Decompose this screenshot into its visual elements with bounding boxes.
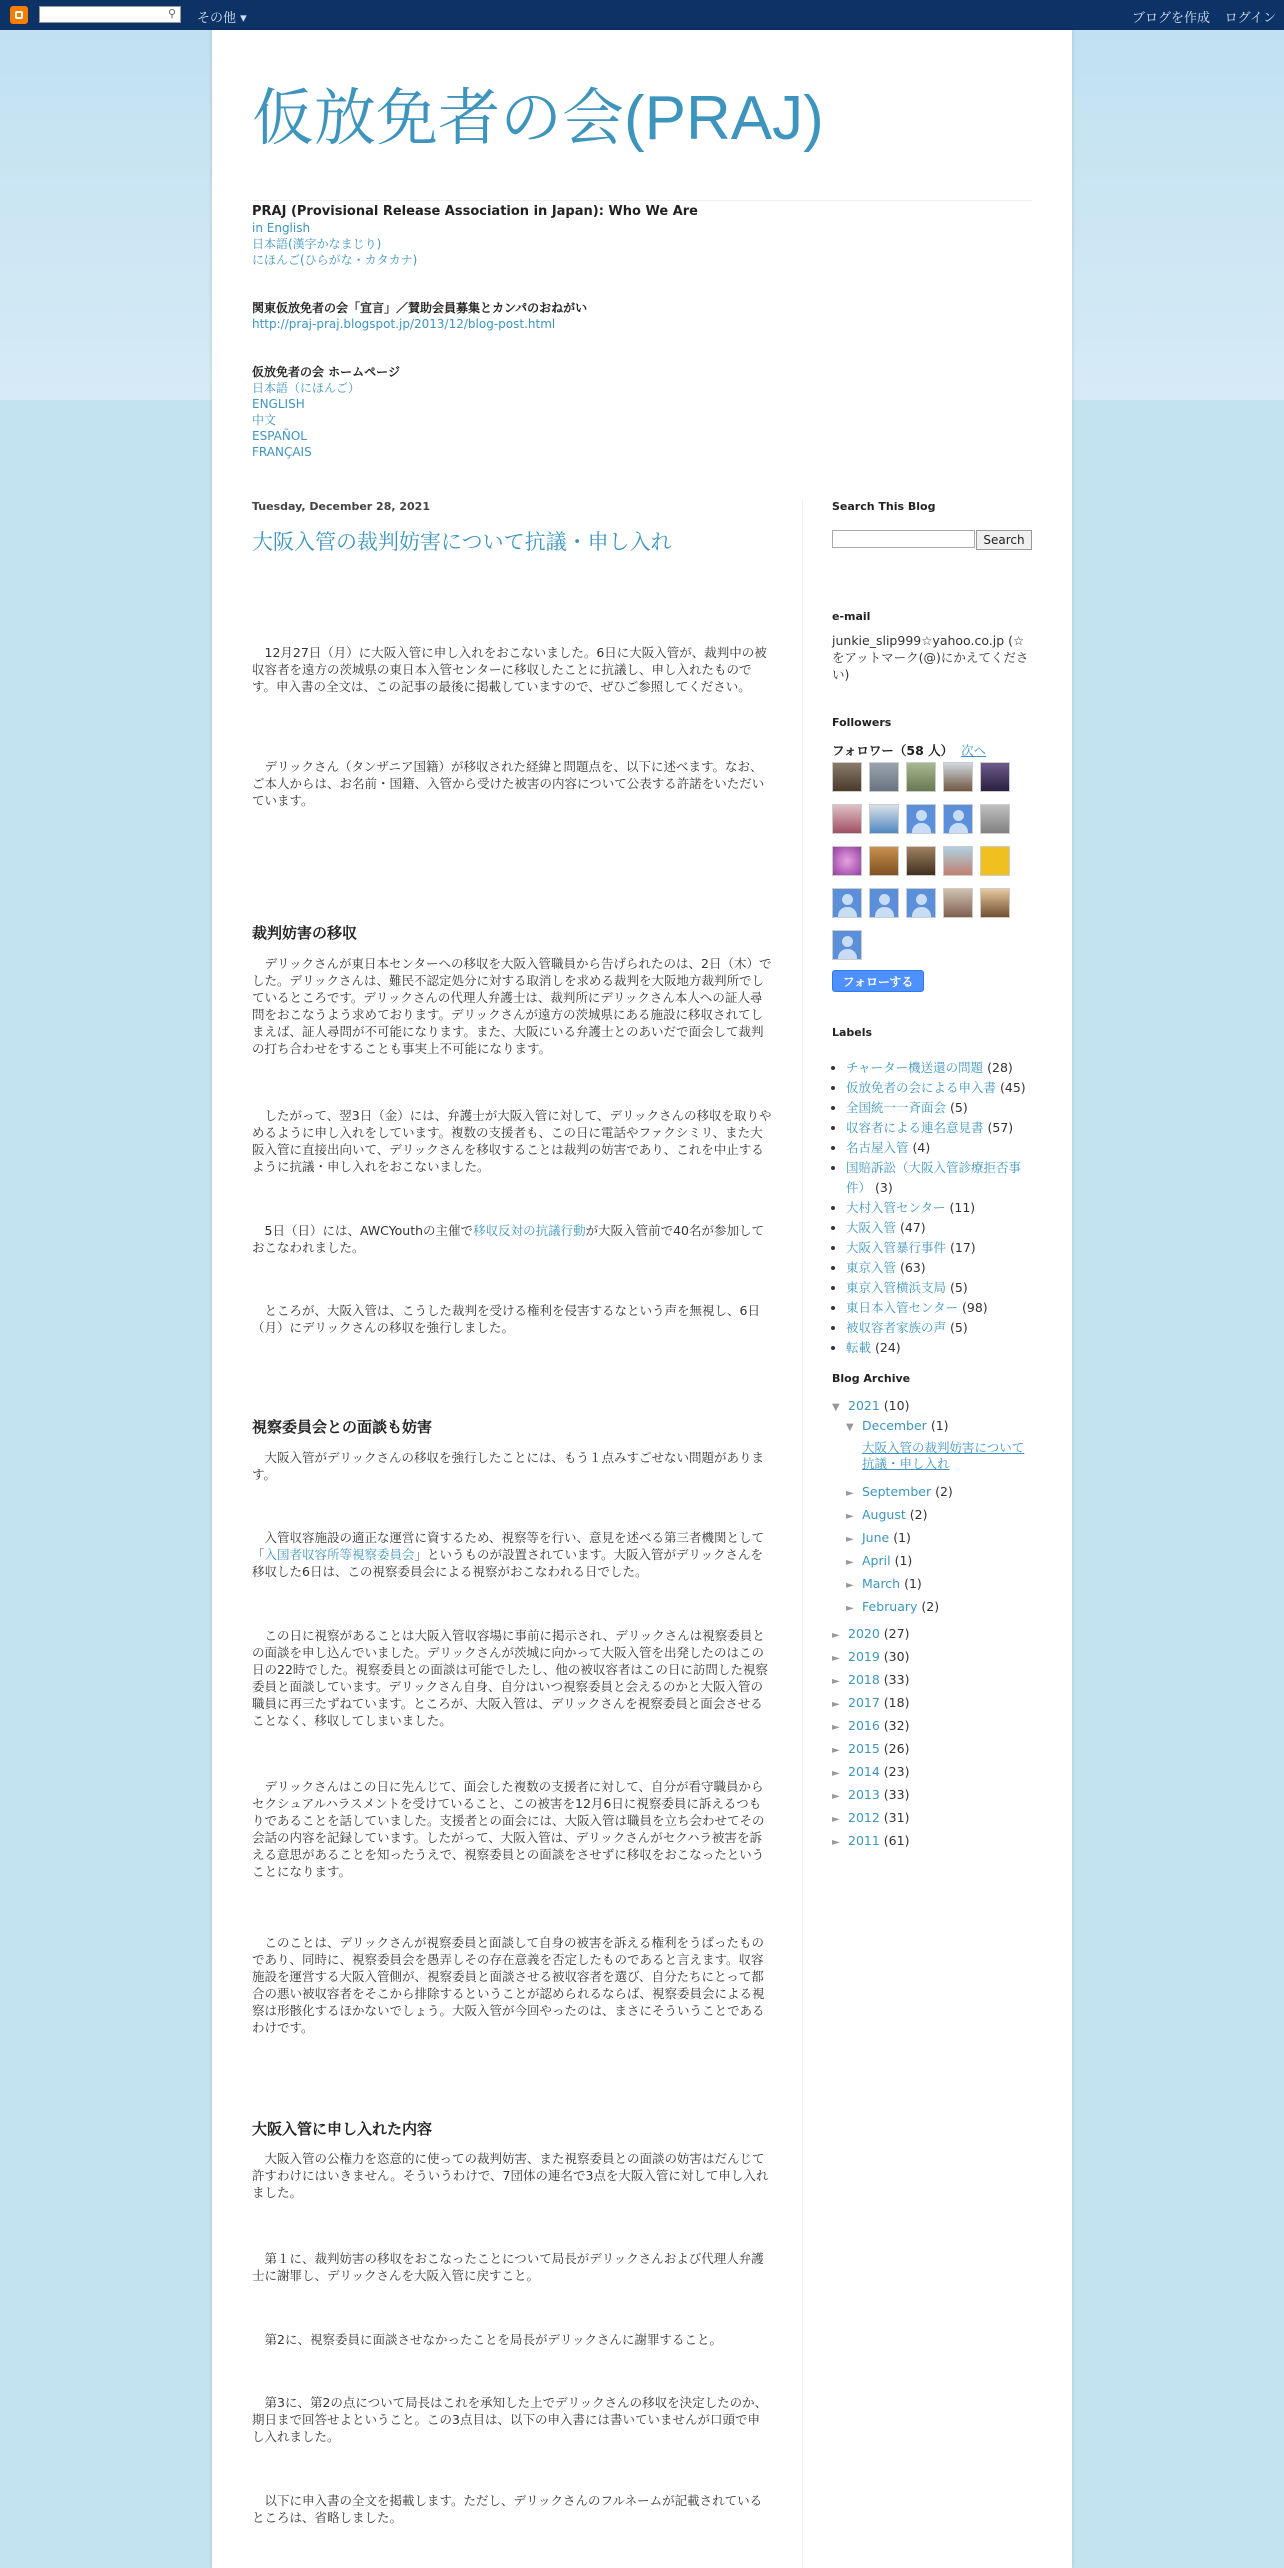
archive-year (832, 1741, 909, 1756)
post-paragraph: 大阪入管がデリックさんの移収を強行したことには、もう１点みすごせない問題があります。 (252, 1450, 765, 1482)
follower-avatar[interactable] (906, 846, 936, 876)
label-count: (3) (875, 1180, 893, 1195)
archive-link[interactable]: 2011 (848, 1833, 880, 1848)
archive-link[interactable]: March (862, 1576, 901, 1591)
label-link[interactable]: 転載 (846, 1340, 872, 1355)
post-paragraph (252, 1222, 772, 1256)
archive-count: (10) (883, 1398, 910, 1413)
followers-next-link[interactable]: 次へ (961, 743, 987, 758)
archive-link[interactable]: 2018 (848, 1672, 880, 1687)
post-date: Tuesday, December 28, 2021 (252, 500, 430, 513)
label-link[interactable]: 収容者による連名意見書 (846, 1120, 984, 1135)
label-count: (5) (950, 1320, 968, 1335)
follower-avatar[interactable] (832, 930, 862, 960)
expand-toggle-icon[interactable]: ► (832, 1653, 840, 1664)
expand-toggle-icon[interactable]: ► (832, 1791, 840, 1802)
label-count: (57) (987, 1120, 1014, 1135)
label-link[interactable]: 被収容者家族の声 (846, 1320, 947, 1335)
follower-avatar[interactable] (980, 888, 1010, 918)
archive-count: (61) (883, 1833, 910, 1848)
label-item (846, 1058, 1032, 1078)
intro-link-hiragana[interactable]: にほんご(ひらがな・カタカナ) (252, 253, 418, 267)
archive-month (846, 1599, 939, 1614)
follower-avatar[interactable] (980, 804, 1010, 834)
archive-year (832, 1626, 909, 1641)
label-count: (5) (950, 1280, 968, 1295)
label-item (846, 1098, 1032, 1118)
label-item (846, 1218, 1032, 1238)
label-count: (98) (962, 1300, 988, 1315)
declaration-heading: 関東仮放免者の会「宣言」／賛助会員募集とカンパのおねがい (252, 301, 588, 315)
protest-action-link[interactable]: 移収反対の抗議行動 (473, 1223, 586, 1238)
homepage-link-japanese[interactable]: 日本語（にほんご） (252, 381, 361, 395)
blogger-logo-icon[interactable] (10, 6, 28, 24)
archive-year (832, 1764, 909, 1779)
homepage-link-french[interactable]: FRANÇAIS (252, 445, 312, 459)
expand-toggle-icon[interactable]: ► (832, 1699, 840, 1710)
archive-count: (1) (904, 1576, 922, 1591)
followers-count (832, 741, 986, 759)
archive-month (846, 1484, 953, 1499)
post-paragraph (252, 1529, 772, 1580)
archive-link[interactable]: December (862, 1418, 927, 1433)
post-title[interactable]: 大阪入管の裁判妨害について抗議・申し入れ (252, 530, 672, 554)
blog-search-input[interactable] (832, 530, 975, 548)
follower-avatar[interactable] (906, 804, 936, 834)
follower-avatar[interactable] (869, 762, 899, 792)
archive-count: (2) (909, 1507, 928, 1522)
archive-year (832, 1672, 909, 1687)
post-paragraph: 第3に、第2の点について局長はこれを承知した上でデリックさんの移収を決定したのか、期日まで回答せよということ。この3点目は、以下の申入書には書いていませんが口頭で申し入れました。 (252, 2395, 768, 2444)
label-count: (28) (987, 1060, 1013, 1075)
archive-count: (32) (883, 1718, 910, 1733)
archive-count: (23) (883, 1764, 910, 1779)
header-divider (252, 200, 1032, 201)
text-span: が大阪入管前で40名が参加しておこなわれました。 (252, 1223, 764, 1255)
archive-count: (30) (883, 1649, 910, 1664)
archive-month (846, 1553, 912, 1568)
search-icon[interactable]: ⚲ (167, 7, 177, 20)
archive-month (846, 1576, 922, 1591)
login-link[interactable]: ログイン (1224, 11, 1276, 26)
label-item (846, 1298, 1032, 1318)
archive-link[interactable]: August (862, 1507, 906, 1522)
homepage-heading: 仮放免者の会 ホームページ (252, 365, 400, 379)
follow-button[interactable]: フォローする (832, 970, 924, 992)
follower-avatar[interactable] (832, 804, 862, 834)
post-paragraph: したがって、翌3日（金）には、弁護士が大阪入管に対して、デリックさんの移収を取りやめるように申し入れをしています。複数の支援者も、この日に電話やファクシミリ、また大阪入管に直接出向いて、デリックさんを移収することは裁判の妨害であり、これを中止するように抗議・申し入れをおこないました。 (252, 1108, 772, 1174)
homepage-link-spanish[interactable]: ESPAÑOL (252, 429, 307, 443)
follower-avatar[interactable] (832, 888, 862, 918)
expand-toggle-icon[interactable]: ► (832, 1745, 840, 1756)
archive-year (832, 1810, 909, 1825)
archive-count: (2) (935, 1484, 953, 1499)
expand-toggle-icon[interactable]: ► (846, 1488, 854, 1499)
post-paragraph: デリックさんはこの日に先んじて、面会した複数の支援者に対して、自分が看守職員からセクシュアルハラスメントを受けていること、この被害を12月6日に視察委員に訴えるつもりであることを話していました。支援者との面会には、大阪入管は職員を立ち会わせてその会話の内容を記録しています。したがって、大阪入管は、デリックさんがセクハラ被害を訴える意思があることを知ったうえで、視察委員との面談をさせずに移収をおこなったということになります。 (252, 1779, 765, 1879)
archive-count: (33) (883, 1672, 910, 1687)
follower-avatar[interactable] (943, 804, 973, 834)
expand-toggle-icon[interactable]: ► (832, 1814, 840, 1825)
follower-avatar[interactable] (906, 762, 936, 792)
archive-link[interactable]: 2016 (848, 1718, 880, 1733)
label-item (846, 1118, 1032, 1138)
archive-link[interactable]: 2019 (848, 1649, 880, 1664)
follower-avatar[interactable] (980, 846, 1010, 876)
archive-count: (1) (893, 1530, 911, 1545)
collapse-toggle-icon[interactable]: ▼ (846, 1422, 854, 1433)
archive-link[interactable]: 2015 (848, 1741, 880, 1756)
label-count: (11) (949, 1200, 976, 1215)
declaration-section (252, 300, 587, 332)
inspection-committee-link[interactable]: 入国者収容所等視察委員会 (264, 1547, 415, 1562)
blog-search-button[interactable]: Search (976, 530, 1032, 550)
archive-year (832, 1833, 909, 1848)
archive-count: (26) (883, 1741, 910, 1756)
archive-year (832, 1718, 909, 1733)
archive-month (846, 1418, 949, 1433)
intro-section (252, 204, 698, 268)
follower-avatar[interactable] (869, 888, 899, 918)
expand-toggle-icon[interactable]: ► (832, 1630, 840, 1641)
navbar-search-input[interactable] (39, 6, 181, 23)
post-paragraph: 以下に申入書の全文を掲載します。ただし、デリックさんのフルネームが記載されているところは、省略しました。 (252, 2493, 763, 2525)
archive-year (832, 1398, 909, 1413)
intro-link-japanese[interactable]: 日本語(漢字かなまじり) (252, 237, 382, 251)
section-heading: 視察委員会との面談も妨害 (252, 1418, 433, 1436)
expand-toggle-icon[interactable]: ► (832, 1768, 840, 1779)
archive-year (832, 1787, 909, 1802)
label-item (846, 1318, 1032, 1338)
label-count: (24) (875, 1340, 901, 1355)
follower-avatar[interactable] (943, 846, 973, 876)
post-paragraph: デリックさん（タンザニア国籍）が移収された経緯と問題点を、以下に述べます。なお、ご本人からは、お名前・国籍、入管から受けた被害の内容について公表する許諾をいただいています。 (252, 759, 765, 808)
labels-widget-title: Labels (832, 1026, 873, 1039)
expand-toggle-icon[interactable]: ► (846, 1511, 854, 1522)
archive-month (846, 1530, 911, 1545)
label-link[interactable]: 大村入管センター (846, 1200, 946, 1215)
label-count: (45) (1000, 1080, 1026, 1095)
expand-toggle-icon[interactable]: ► (846, 1557, 854, 1568)
email-address: junkie_slip999☆yahoo.co.jp (☆をアットマーク(@)にかえてください) (832, 633, 1029, 682)
archive-link[interactable]: 2020 (848, 1626, 880, 1641)
post-paragraph: 大阪入管の公権力を恣意的に使っての裁判妨害、また視察委員との面談の妨害はだんじて許すわけにはいきません。そういうわけで、7団体の連名で3点を大阪入管に対して申し入れました。 (252, 2151, 769, 2200)
text-span: 5日（日）には、AWCYouthの主催で (252, 1223, 474, 1238)
label-link[interactable]: 仮放免者の会による申入書 (846, 1080, 997, 1095)
label-link[interactable]: 名古屋入管 (846, 1140, 909, 1155)
archive-count: (27) (883, 1626, 910, 1641)
label-count: (17) (950, 1240, 976, 1255)
blogger-navbar (0, 0, 1284, 30)
archive-post-link[interactable]: 大阪入管の裁判妨害について抗議・申し入れ (862, 1440, 1025, 1471)
create-blog-link[interactable]: ブログを作成 (1131, 11, 1210, 26)
follower-avatar[interactable] (906, 888, 936, 918)
blog-content (212, 30, 1072, 2568)
section-heading: 大阪入管に申し入れた内容 (252, 2120, 433, 2138)
archive-count: (1) (930, 1418, 949, 1433)
follower-avatar[interactable] (869, 804, 899, 834)
archive-widget-title: Blog Archive (832, 1372, 911, 1385)
label-item (846, 1198, 1032, 1218)
declaration-link[interactable]: http://praj-praj.blogspot.jp/2013/12/blog-post.html (252, 317, 556, 331)
followers-label: フォロワー（58 人） (832, 743, 954, 758)
post-paragraph: 第2に、視察委員に面談させなかったことを局長がデリックさんに謝罪すること。 (252, 2332, 722, 2347)
column-divider (802, 500, 803, 2568)
post-paragraph: この日に視察があることは大阪入管収容場に事前に掲示され、デリックさんは視察委員との面談を申し込んでいました。デリックさんが茨城に向かって大阪入管を出発したのはこの日の22時でした。視察委員との面談は可能でしたし、他の被収容者はこの日に訪問した視察委員と面談しています。デリックさん自身、自分はいつ視察委員と会えるのかと大阪入管の職員に再三たずねています。ところが、大阪入管は、デリックさんを視察委員と面会させることなく、移収してしまいました。 (252, 1628, 768, 1728)
archive-count: (2) (921, 1599, 940, 1614)
homepage-section (252, 364, 400, 460)
follower-avatar[interactable] (832, 846, 862, 876)
archive-link[interactable]: September (862, 1484, 932, 1499)
expand-toggle-icon[interactable]: ► (832, 1837, 840, 1848)
collapse-toggle-icon[interactable]: ▼ (832, 1402, 840, 1413)
label-count: (63) (900, 1260, 926, 1275)
label-link[interactable]: 東日本入管センター (846, 1300, 959, 1315)
label-item (846, 1158, 1032, 1198)
label-count: (47) (900, 1220, 926, 1235)
expand-toggle-icon[interactable]: ► (832, 1722, 840, 1733)
label-count: (4) (912, 1140, 931, 1155)
expand-toggle-icon[interactable]: ► (846, 1534, 854, 1545)
label-item (846, 1278, 1032, 1298)
label-link[interactable]: チャーター機送還の問題 (846, 1060, 984, 1075)
expand-toggle-icon[interactable]: ► (846, 1603, 854, 1614)
archive-link[interactable]: 2017 (848, 1695, 880, 1710)
post-paragraph: 第１に、裁判妨害の移収をおこなったことについて局長がデリックさんおよび代理人弁護士に謝罪し、デリックさんを大阪入管に戻すこと。 (252, 2251, 764, 2283)
post-paragraph: ところが、大阪入管は、こうした裁判を受ける権利を侵害するなという声を無視し、6日（月）にデリックさんの移収を強行しました。 (252, 1303, 760, 1335)
archive-month (846, 1507, 927, 1522)
homepage-link-english[interactable]: ENGLISH (252, 397, 305, 411)
intro-heading: PRAJ (Provisional Release Association in Japan): Who We Are (252, 204, 698, 219)
text-span: 」というものが設置されています。大阪入管がデリックさんを移収した6日は、この視察委員会による視察がおこなわれる日でした。 (252, 1547, 764, 1579)
intro-link-english[interactable]: in English (252, 221, 311, 235)
archive-year (832, 1695, 909, 1710)
archive-link[interactable]: 2012 (848, 1810, 880, 1825)
email-widget-title: e-mail (832, 610, 871, 623)
post-paragraph: デリックさんが東日本センターへの移収を大阪入管職員から告げられたのは、2日（木）でした。デリックさんは、難民不認定処分に対する取消しを求める裁判を大阪地方裁判所でしているところです。デリックさんの代理人弁護士は、裁判所にデリックさん本人への証人尋問をおこなうよう求めております。デリックさんが遠方の茨城県にある施設に移収されてしまえば、証人尋問が不可能になります。また、大阪にいる弁護士とのあいだで面会して裁判の打ち合わせをすることも事実上不可能になります。 (252, 956, 772, 1056)
archive-link[interactable]: 2013 (848, 1787, 880, 1802)
label-link[interactable]: 国賠訴訟（大阪入管診療拒否事件） (846, 1160, 1022, 1195)
label-link[interactable]: 東京入管 (846, 1260, 897, 1275)
label-item (846, 1258, 1032, 1278)
label-count: (5) (950, 1100, 968, 1115)
label-item (846, 1138, 1032, 1158)
post-paragraph: 12月27日（月）に大阪入管に申し入れをおこないました。6日に大阪入管が、裁判中の被収容者を遠方の茨城県の東日本入管センターに移収したことに抗議し、申し入れたものです。申入書の全文は、この記事の最後に掲載していますので、ぜひご参照してください。 (252, 645, 767, 694)
follower-avatar[interactable] (943, 762, 973, 792)
followers-widget-title: Followers (832, 716, 892, 729)
label-link[interactable]: 大阪入管暴行事件 (846, 1240, 947, 1255)
archive-link[interactable]: February (862, 1599, 918, 1614)
archive-link[interactable]: April (862, 1553, 891, 1568)
labels-list (832, 1058, 1032, 1358)
archive-count: (1) (894, 1553, 913, 1568)
archive-count: (33) (883, 1787, 910, 1802)
archive-link[interactable]: 2014 (848, 1764, 880, 1779)
follower-avatar[interactable] (943, 888, 973, 918)
post-paragraph: このことは、デリックさんが視察委員と面談して自身の被害を訴える権利をうばったものであり、同時に、視察委員会を愚弄しその存在意義を否定したものであると言えます。収容施設を運営する大阪入管側が、視察委員と面談させる被収容者を選び、自分たちにとって都合の悪い被収容者をそこから排除するということが認められるならば、視察委員会による視察は形骸化するほかないでしょう。大阪入管が今回やったのは、まさにそういうことであるわけです。 (252, 1935, 765, 2035)
search-widget-title: Search This Blog (832, 500, 936, 513)
follower-avatar[interactable] (869, 846, 899, 876)
label-link[interactable]: 大阪入管 (846, 1220, 897, 1235)
follower-avatar[interactable] (832, 762, 862, 792)
label-link[interactable]: 全国統一一斉面会 (846, 1100, 947, 1115)
archive-link[interactable]: June (862, 1530, 890, 1545)
text-span: 入管収容施設の適正な運営に資するため、視察等を行い、意見を述べる第三者機関として「 (252, 1530, 765, 1562)
expand-toggle-icon[interactable]: ► (846, 1580, 854, 1591)
label-item (846, 1078, 1032, 1098)
archive-link[interactable]: 2021 (848, 1398, 880, 1413)
homepage-link-chinese[interactable]: 中文 (252, 413, 277, 427)
expand-toggle-icon[interactable]: ► (832, 1676, 840, 1687)
blog-title[interactable]: 仮放免者の会(PRAJ) (252, 84, 824, 153)
section-heading: 裁判妨害の移収 (252, 924, 358, 942)
archive-count: (18) (883, 1695, 910, 1710)
follower-avatar[interactable] (980, 762, 1010, 792)
archive-count: (31) (883, 1810, 910, 1825)
label-item (846, 1238, 1032, 1258)
label-link[interactable]: 東京入管横浜支局 (846, 1280, 947, 1295)
label-item (846, 1338, 1032, 1358)
archive-year (832, 1649, 909, 1664)
navbar-more-menu[interactable]: その他 ▾ (197, 11, 247, 26)
